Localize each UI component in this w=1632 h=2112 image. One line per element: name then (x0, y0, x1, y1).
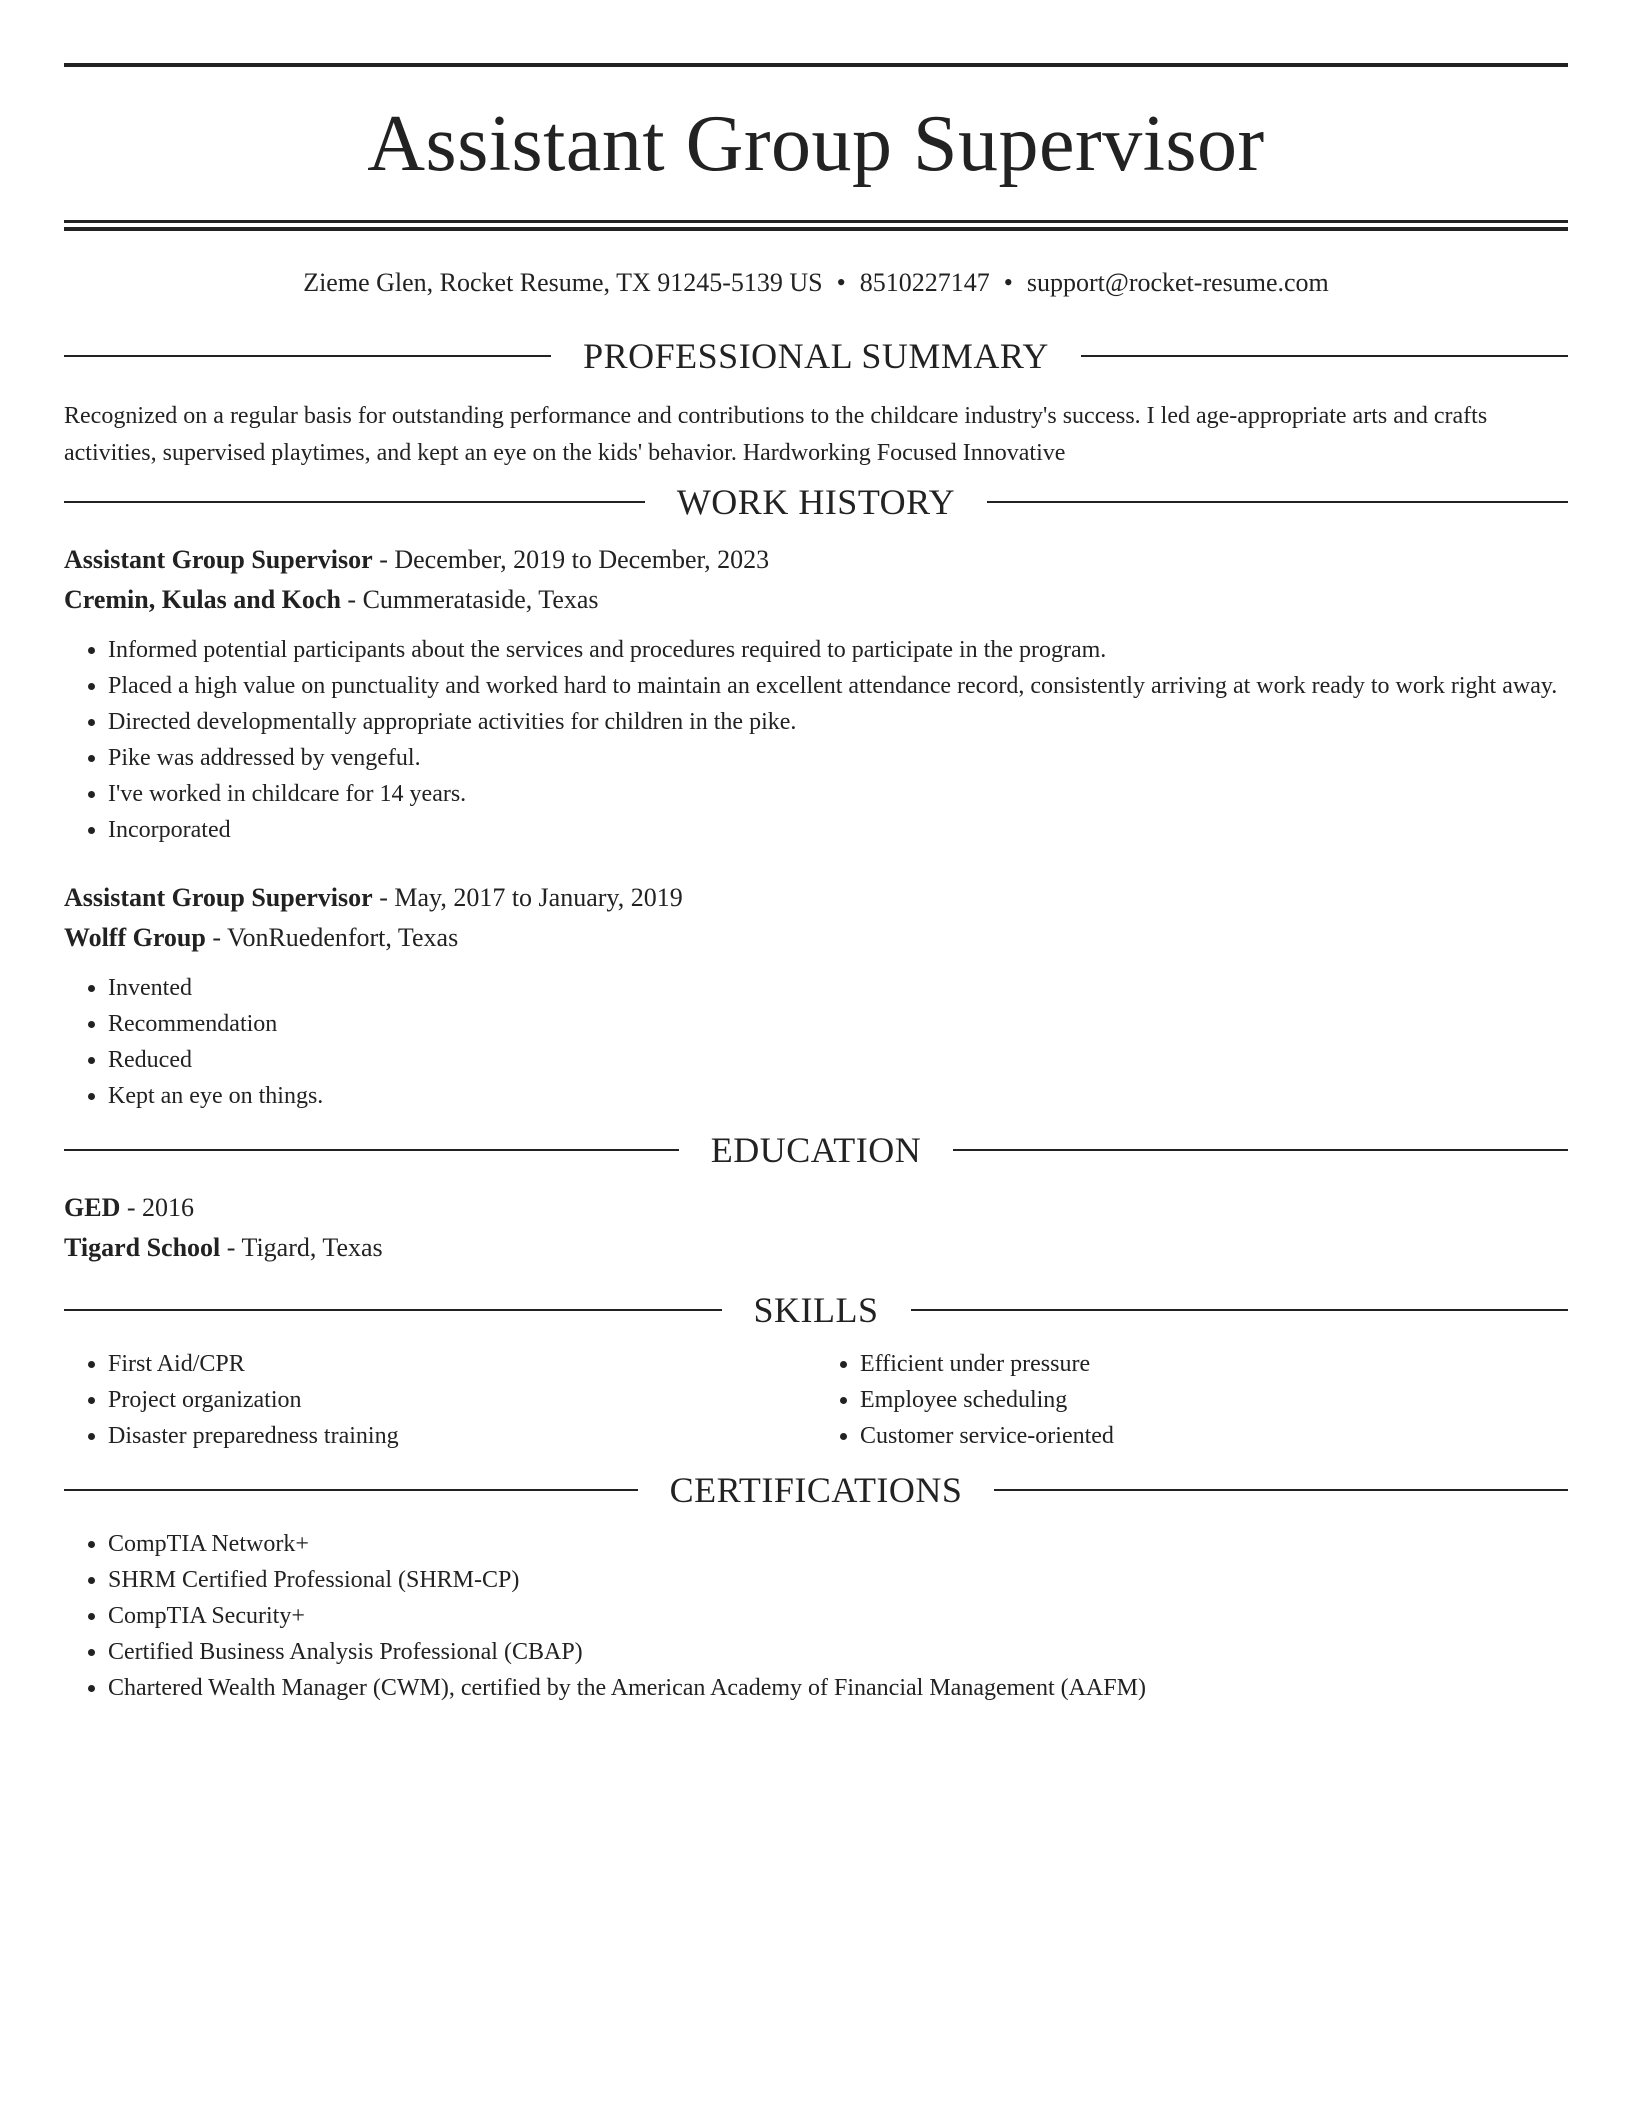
contact-phone: 8510227147 (859, 268, 990, 297)
job-title: Assistant Group Supervisor (64, 545, 373, 574)
education-entry (64, 1188, 1568, 1268)
contact-line (64, 266, 1568, 300)
heading-line-left (64, 1149, 679, 1151)
summary-text: Recognized on a regular basis for outstanding performance and contributions to the childcare industry's success. I led age-appropriate arts and crafts activities, supervised playtimes, and kept an eye on the kids' behavior. Hardworking Focused Innovative (64, 403, 1488, 466)
skills-heading: SKILLS (753, 1290, 879, 1330)
list-item: • Placed a high value on punctuality and worked hard to maintain an excellent attendance record, consistently arriving at work ready to work right away. (108, 668, 1568, 704)
heading-line-left (64, 1309, 722, 1311)
education-heading: EDUCATION (710, 1130, 922, 1170)
job-location: - VonRuedenfort, Texas (212, 923, 459, 952)
skill-item: • Efficient under pressure (860, 1346, 1568, 1382)
certification-item: • SHRM Certified Professional (SHRM-CP) (108, 1562, 1568, 1598)
job-company: Wolff Group (64, 923, 206, 952)
list-item: • Pike was addressed by vengeful. (108, 740, 1568, 776)
job-company-line (64, 580, 1568, 620)
resume-title: Assistant Group Supervisor (367, 100, 1265, 188)
title-double-rule (64, 220, 1568, 231)
list-item: • Invented (108, 970, 1568, 1006)
skill-item: • First Aid/CPR (108, 1346, 816, 1382)
job-dates: - May, 2017 to January, 2019 (379, 883, 683, 912)
certification-item: • CompTIA Network+ (108, 1526, 1568, 1562)
job-title-line (64, 878, 1568, 918)
skill-item: • Customer service-oriented (860, 1418, 1568, 1454)
heading-line-right (911, 1309, 1569, 1311)
education-section-heading (64, 1128, 1568, 1172)
job-company: Cremin, Kulas and Koch (64, 585, 341, 614)
certifications-section-heading (64, 1468, 1568, 1512)
work-heading: WORK HISTORY (676, 482, 956, 522)
list-item: • Reduced (108, 1042, 1568, 1078)
summary-section-heading (64, 334, 1568, 378)
heading-line-left (64, 501, 645, 503)
job-bullets (64, 970, 1568, 1114)
job-location: - Cummerataside, Texas (347, 585, 599, 614)
summary-heading: PROFESSIONAL SUMMARY (583, 336, 1049, 376)
heading-line-right (1081, 355, 1568, 357)
heading-line-right (987, 501, 1568, 503)
job-bullets (64, 632, 1568, 848)
job-title-line (64, 540, 1568, 580)
heading-line-right (953, 1149, 1568, 1151)
certification-item: • Certified Business Analysis Professional (CBAP) (108, 1634, 1568, 1670)
list-item: • Kept an eye on things. (108, 1078, 1568, 1114)
certifications-list (64, 1526, 1568, 1706)
list-item: • Directed developmentally appropriate activities for children in the pike. (108, 704, 1568, 740)
education-degree: GED (64, 1193, 121, 1222)
skill-item: • Project organization (108, 1382, 816, 1418)
list-item: • Informed potential participants about the services and procedures required to participate in the program. (108, 632, 1568, 668)
contact-separator: • (836, 268, 846, 297)
skill-item: • Employee scheduling (860, 1382, 1568, 1418)
heading-line-left (64, 1489, 638, 1491)
skills-column-right (816, 1346, 1568, 1454)
skills-list (64, 1346, 1568, 1454)
certifications-heading: CERTIFICATIONS (669, 1470, 963, 1510)
contact-separator: • (1003, 268, 1013, 297)
work-section-heading (64, 480, 1568, 524)
list-item: • I've worked in childcare for 14 years. (108, 776, 1568, 812)
top-rule (64, 63, 1568, 67)
list-item: • Recommendation (108, 1006, 1568, 1042)
education-school-line (64, 1228, 1568, 1268)
job-company-line (64, 918, 1568, 958)
education-degree-line (64, 1188, 1568, 1228)
education-year: - 2016 (126, 1193, 195, 1222)
job-dates: - December, 2019 to December, 2023 (379, 545, 770, 574)
certification-item: • Chartered Wealth Manager (CWM), certified by the American Academy of Financial Management (AAFM) (108, 1670, 1568, 1706)
skills-section-heading (64, 1288, 1568, 1332)
job-entry (64, 540, 1568, 848)
education-school: Tigard School (64, 1233, 221, 1262)
list-item: • Incorporated (108, 812, 1568, 848)
job-entry (64, 878, 1568, 1114)
job-title: Assistant Group Supervisor (64, 883, 373, 912)
contact-email: support@rocket-resume.com (1026, 268, 1329, 297)
contact-address: Zieme Glen, Rocket Resume, TX 91245-5139 US (303, 268, 823, 297)
heading-line-right (994, 1489, 1568, 1491)
skill-item: • Disaster preparedness training (108, 1418, 816, 1454)
education-location: - Tigard, Texas (226, 1233, 383, 1262)
skills-column-left (64, 1346, 816, 1454)
certification-item: • CompTIA Security+ (108, 1598, 1568, 1634)
heading-line-left (64, 355, 551, 357)
